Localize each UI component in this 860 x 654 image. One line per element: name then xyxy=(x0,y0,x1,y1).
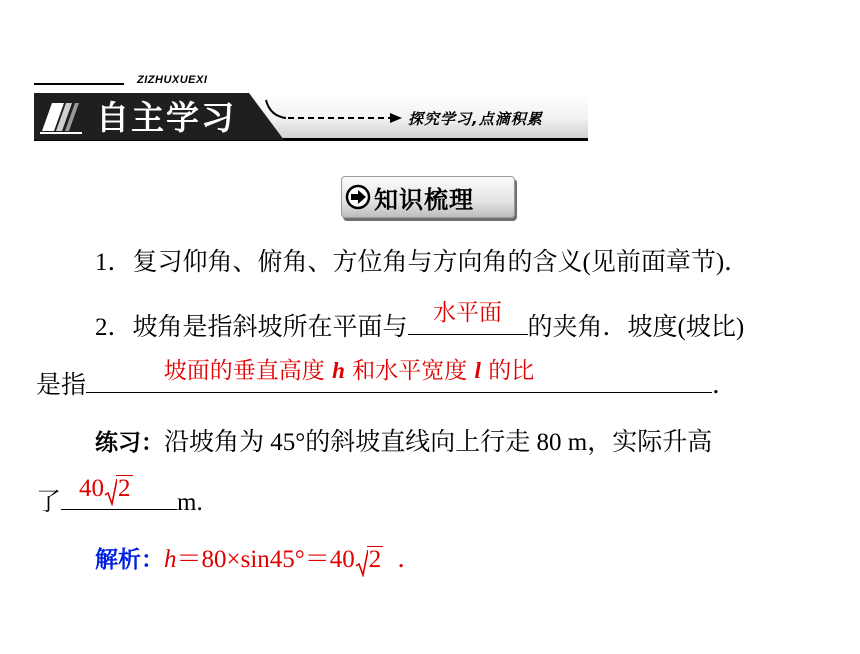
solution-var-h: h xyxy=(164,546,177,573)
header-subtitle: 探究学习,点滴积累 xyxy=(408,110,543,128)
header-title: 自主学习 xyxy=(96,98,236,137)
solution-radicand: 2 xyxy=(368,546,382,573)
answer-2-var-h: h xyxy=(332,358,345,383)
answer-1: 水平面 xyxy=(433,300,503,326)
answer-3-sqrt xyxy=(104,472,133,506)
dashed-arrow-icon xyxy=(264,98,404,126)
answer-blank-3 xyxy=(61,475,177,510)
solution-label: 解析： xyxy=(95,547,164,573)
item-1 xyxy=(95,246,749,280)
answer-3-number: 40 xyxy=(79,475,105,502)
header-pinyin: ZIZHUXUEXI xyxy=(137,74,208,86)
item-2-line-1 xyxy=(95,300,745,345)
solution-sqrt xyxy=(355,543,384,577)
radical-sign-icon xyxy=(355,549,368,577)
item-1-text: 1．复习仰角、俯角、方位角与方向角的含义(见前面章节)． xyxy=(95,249,750,276)
answer-blank-1 xyxy=(408,300,528,335)
exercise-unit: m. xyxy=(177,489,203,516)
item-2-text-post: 的夹角．坡度(坡比) xyxy=(527,314,745,341)
answer-3 xyxy=(61,472,177,506)
exercise-label: 练习： xyxy=(95,430,164,456)
exercise-le: 了 xyxy=(36,489,62,516)
exercise-text: 沿坡角为 45°的斜坡直线向上行走 80 m，实际升高 xyxy=(164,429,713,456)
section-badge-label: 知识梳理 xyxy=(374,186,474,214)
item-2-text-pre: 2．坡角是指斜坡所在平面与 xyxy=(95,314,408,341)
item-2-line-2 xyxy=(36,358,738,403)
item-2-text-is: 是指 xyxy=(36,372,87,399)
book-icon xyxy=(38,97,92,137)
item-2-end: ． xyxy=(712,372,738,399)
exercise-line-2 xyxy=(36,475,203,520)
answer-2-part-c: 的比 xyxy=(480,358,535,384)
solution-end: ． xyxy=(397,546,423,573)
solution-expr: ＝80×sin45°＝40 xyxy=(176,546,355,573)
answer-2 xyxy=(86,354,712,388)
answer-2-part-b: 和水平宽度 xyxy=(344,358,475,384)
header-rule xyxy=(34,83,124,85)
arrow-circle-icon xyxy=(345,184,371,210)
exercise-line-1 xyxy=(95,426,712,460)
answer-2-var-l: l xyxy=(474,358,481,383)
answer-3-radicand: 2 xyxy=(118,475,131,502)
radical-sign-icon xyxy=(104,478,117,506)
answer-blank-2 xyxy=(86,358,712,393)
solution-line xyxy=(95,543,422,577)
answer-2-part-a: 坡面的垂直高度 xyxy=(163,358,333,384)
